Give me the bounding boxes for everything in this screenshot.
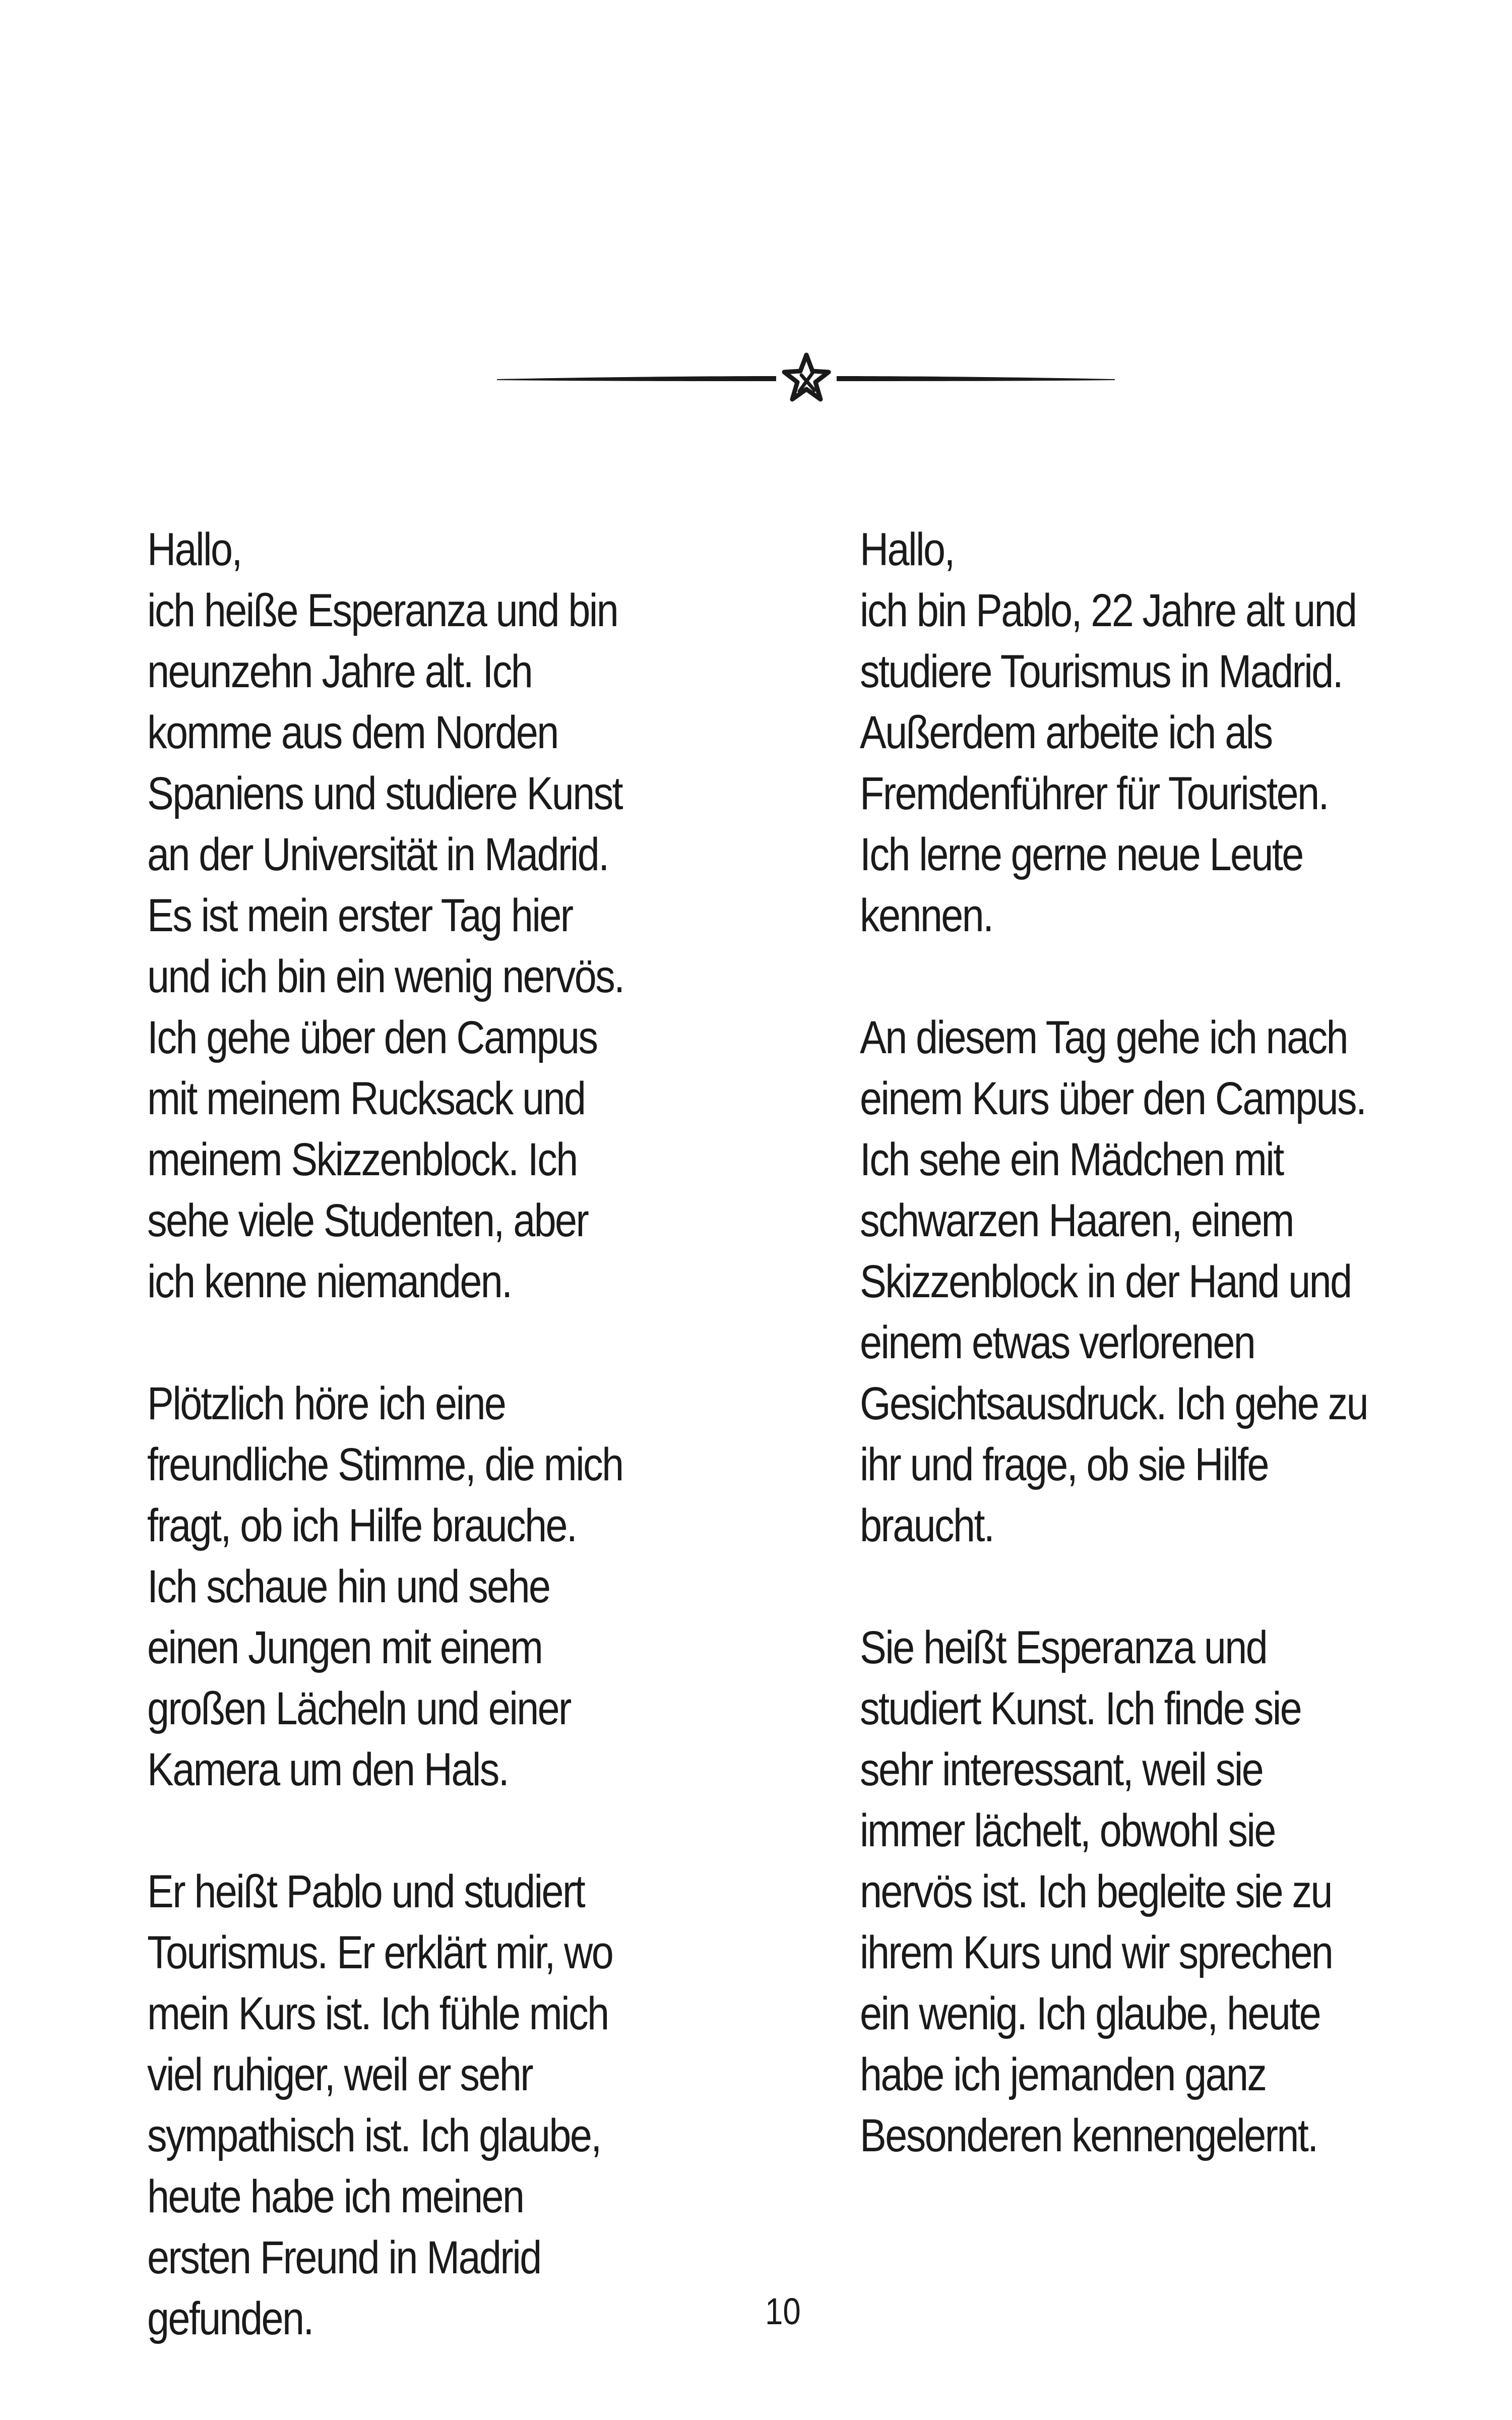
text-line: Hallo,: [147, 524, 241, 575]
text-line: neunzehn Jahre alt. Ich: [147, 646, 532, 697]
text-line: Spaniens und studiere Kunst: [147, 768, 622, 819]
text-line: Ich sehe ein Mädchen mit: [860, 1134, 1283, 1185]
text-line: Tourismus. Er erklärt mir, wo: [147, 1927, 613, 1978]
page-number: 10: [765, 2290, 801, 2332]
text-line: sympathisch ist. Ich glaube,: [147, 2110, 601, 2161]
paragraph-gap: [147, 1800, 624, 1861]
text-line: Ich lerne gerne neue Leute: [860, 829, 1303, 880]
text-line: fragt, ob ich Hilfe brauche.: [147, 1500, 577, 1551]
text-line: Plötzlich höre ich eine: [147, 1378, 506, 1429]
ornament-divider: [494, 348, 1119, 408]
text-line: einem etwas verlorenen: [860, 1317, 1255, 1368]
text-line: ihr und frage, ob sie Hilfe: [860, 1439, 1268, 1490]
text-line: ich heiße Esperanza und bin: [147, 585, 618, 636]
text-line: sehe viele Studenten, aber: [147, 1195, 588, 1246]
left-column-text: [147, 519, 624, 2349]
right-column-text: [860, 519, 1368, 2166]
text-line: schwarzen Haaren, einem: [860, 1195, 1293, 1246]
text-line: an der Universität in Madrid.: [147, 829, 608, 880]
text-line: Außerdem arbeite ich als: [860, 707, 1272, 758]
text-line: ein wenig. Ich glaube, heute: [860, 1988, 1320, 2039]
text-line: viel ruhiger, weil er sehr: [147, 2049, 533, 2100]
divider-line-left: [497, 376, 776, 381]
text-line: sehr interessant, weil sie: [860, 1744, 1263, 1795]
text-line: heute habe ich meinen: [147, 2171, 524, 2222]
text-line: studiert Kunst. Ich finde sie: [860, 1683, 1301, 1734]
text-line: ersten Freund in Madrid: [147, 2232, 541, 2283]
text-line: mein Kurs ist. Ich fühle mich: [147, 1988, 608, 2039]
text-line: komme aus dem Norden: [147, 707, 558, 758]
text-line: freundliche Stimme, die mich: [147, 1439, 623, 1490]
text-line: nervös ist. Ich begleite sie zu: [860, 1866, 1332, 1917]
text-line: studiere Tourismus in Madrid.: [860, 646, 1343, 697]
text-line: großen Lächeln und einer: [147, 1683, 571, 1734]
text-line: Kamera um den Hals.: [147, 1744, 509, 1795]
text-line: kennen.: [860, 890, 993, 941]
text-line: Hallo,: [860, 524, 954, 575]
text-line: meinem Skizzenblock. Ich: [147, 1134, 577, 1185]
text-line: Ich gehe über den Campus: [147, 1012, 597, 1063]
text-line: Sie heißt Esperanza und: [860, 1622, 1267, 1673]
text-line: ich kenne niemanden.: [147, 1256, 512, 1307]
paragraph-gap: [147, 1312, 624, 1373]
text-line: Ich schaue hin und sehe: [147, 1561, 550, 1612]
star-icon: [784, 355, 829, 399]
text-line: braucht.: [860, 1500, 994, 1551]
paragraph-gap: [860, 1556, 1337, 1617]
text-line: Er heißt Pablo und studiert: [147, 1866, 585, 1917]
text-line: habe ich jemanden ganz: [860, 2049, 1266, 2100]
text-line: Besonderen kennengelernt.: [860, 2110, 1317, 2161]
text-line: mit meinem Rucksack und: [147, 1073, 585, 1124]
text-line: Es ist mein erster Tag hier: [147, 890, 573, 941]
paragraph-gap: [860, 946, 1337, 1007]
text-line: ihrem Kurs und wir sprechen: [860, 1927, 1333, 1978]
text-line: einen Jungen mit einem: [147, 1622, 542, 1673]
text-line: An diesem Tag gehe ich nach: [860, 1012, 1347, 1063]
text-line: und ich bin ein wenig nervös.: [147, 951, 624, 1002]
text-line: immer lächelt, obwohl sie: [860, 1805, 1275, 1856]
text-line: gefunden.: [147, 2293, 313, 2344]
text-line: einem Kurs über den Campus.: [860, 1073, 1366, 1124]
text-line: Skizzenblock in der Hand und: [860, 1256, 1351, 1307]
text-line: Fremdenführer für Touristen.: [860, 768, 1328, 819]
text-line: Gesichtsausdruck. Ich gehe zu: [860, 1378, 1368, 1429]
text-line: ich bin Pablo, 22 Jahre alt und: [860, 585, 1356, 636]
divider-line-right: [837, 376, 1115, 381]
